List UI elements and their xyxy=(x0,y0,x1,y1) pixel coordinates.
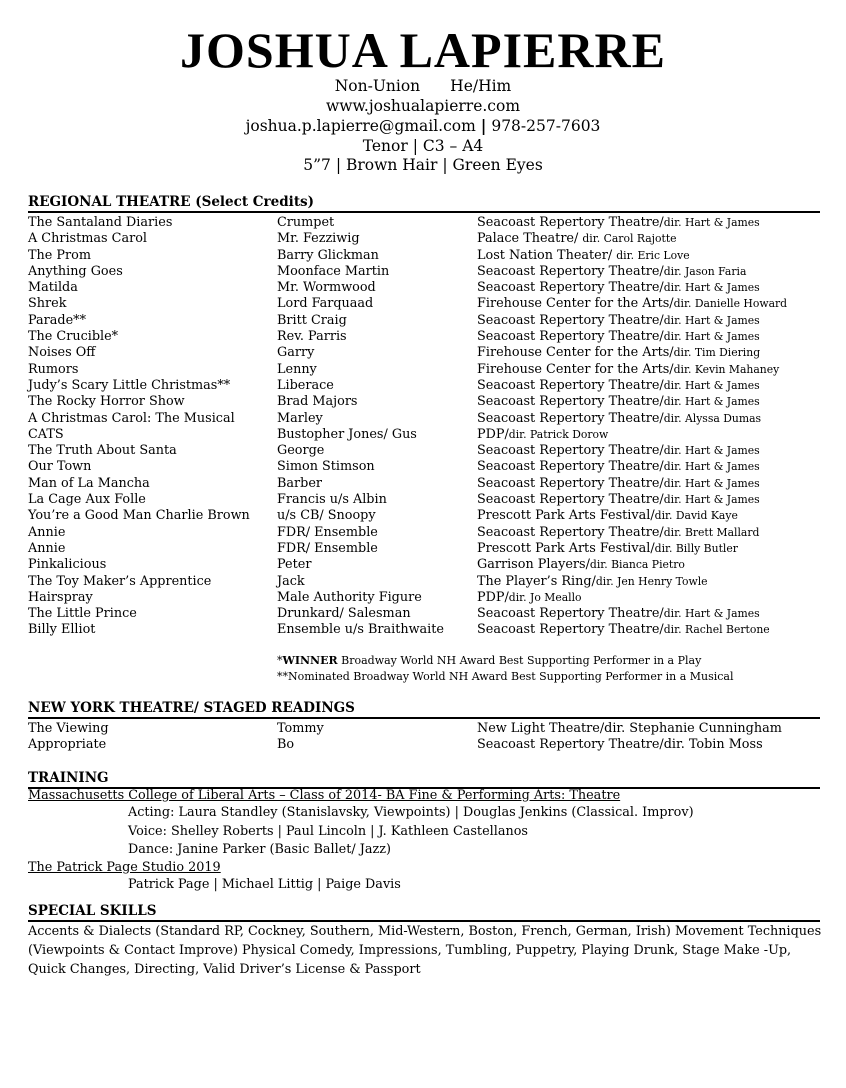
role-name: Lord Farquaad xyxy=(277,296,374,312)
winner-note: *WINNER Broadway World NH Award Best Supporting Performer in a Play xyxy=(277,654,702,667)
director-name: dir. Kevin Mahaney xyxy=(673,362,780,376)
credit-row xyxy=(28,264,820,280)
theatre-director xyxy=(477,215,760,231)
role-name: Simon Stimson xyxy=(277,459,375,475)
height: 5”7 xyxy=(303,156,331,174)
vocal-range: C3 – A4 xyxy=(422,136,484,155)
director-name: dir. Jen Henry Towle xyxy=(595,574,708,588)
role-name: Bo xyxy=(277,737,295,753)
theatre-name: Prescott Park Arts Festival/ xyxy=(477,540,655,556)
credit-row xyxy=(28,737,820,753)
theatre-director xyxy=(477,264,746,280)
credit-row xyxy=(28,248,820,264)
theatre-name: Lost Nation Theater/ xyxy=(477,247,617,263)
credit-row xyxy=(28,541,820,557)
director-name: dir. Hart & James xyxy=(663,313,760,327)
director-name: dir. Hart & James xyxy=(663,493,760,507)
show-title: The Toy Maker’s Apprentice xyxy=(28,573,212,589)
theatre-director xyxy=(477,721,782,737)
role-name: Bustopher Jones/ Gus xyxy=(277,426,417,442)
show-title: Parade** xyxy=(28,312,86,328)
theatre-name: Seacoast Repertory Theatre/ xyxy=(477,492,664,508)
phone-number: 978-257-7603 xyxy=(491,117,601,135)
voice-line xyxy=(0,137,846,157)
theatre-name: Firehouse Center for the Arts/ xyxy=(477,296,674,312)
theatre-name: Firehouse Center for the Arts/ xyxy=(477,345,674,361)
college-name: Massachusetts College of Liberal Arts – Class of 2014- BA Fine & Performing Arts: Theatre xyxy=(28,788,621,803)
email-phone-line xyxy=(0,116,846,137)
credit-row xyxy=(28,427,820,443)
theatre-name: Prescott Park Arts Festival/ xyxy=(477,508,655,524)
director-name: dir. Patrick Dorow xyxy=(508,427,609,441)
credit-row xyxy=(28,378,820,394)
appearance-line xyxy=(0,156,846,176)
theatre-name: PDP/ xyxy=(477,589,509,605)
director-name: dir. Jason Faria xyxy=(663,264,747,278)
role-name: FDR/ Ensemble xyxy=(277,540,378,556)
show-title: La Cage Aux Folle xyxy=(28,492,146,508)
theatre-director xyxy=(477,590,582,606)
training-block xyxy=(28,788,820,894)
theatre-name: Seacoast Repertory Theatre/ xyxy=(477,377,664,393)
separator: | xyxy=(412,136,418,155)
regional-theatre-heading: REGIONAL THEATRE (Select Credits) xyxy=(28,194,820,213)
show-title: Annie xyxy=(28,540,66,556)
theatre-director xyxy=(477,508,738,524)
show-title: The Rocky Horror Show xyxy=(28,394,185,410)
union-pronouns-line xyxy=(0,77,846,97)
credit-row xyxy=(28,590,820,606)
role-name: FDR/ Ensemble xyxy=(277,524,378,540)
theatre-name: Palace Theatre/ xyxy=(477,231,583,247)
role-name: Crumpet xyxy=(277,215,335,230)
credit-row xyxy=(28,459,820,475)
credit-row xyxy=(28,622,820,638)
role-name: u/s CB/ Snoopy xyxy=(277,508,376,524)
theatre-director xyxy=(477,574,708,590)
special-skills-heading: SPECIAL SKILLS xyxy=(28,903,820,922)
theatre-director xyxy=(477,296,787,312)
theatre-name: Seacoast Repertory Theatre/ xyxy=(477,263,664,279)
credit-row xyxy=(28,606,820,622)
theatre-name: Seacoast Repertory Theatre/ xyxy=(477,215,664,230)
role-name: Lenny xyxy=(277,361,317,377)
show-title: The Little Prince xyxy=(28,606,137,622)
role-name: Male Authority Figure xyxy=(277,589,422,605)
separator: | xyxy=(480,116,487,135)
voice-teachers: Voice: Shelley Roberts | Paul Lincoln | J. Kathleen Castellanos xyxy=(128,823,528,839)
director-name: dir. Brett Mallard xyxy=(663,525,760,539)
credit-row xyxy=(28,508,820,524)
regional-credits-table xyxy=(28,215,820,639)
credit-row xyxy=(28,721,820,737)
director-name: dir. David Kaye xyxy=(654,509,738,523)
separator: | xyxy=(335,156,342,174)
theatre-director xyxy=(477,541,738,557)
role-name: Rev. Parris xyxy=(277,329,347,345)
theatre-name: Seacoast Repertory Theatre/ xyxy=(477,524,664,540)
theatre-name: Firehouse Center for the Arts/ xyxy=(477,361,674,377)
show-title: The Santaland Diaries xyxy=(28,215,173,230)
role-name: Marley xyxy=(277,410,323,426)
role-name: Brad Majors xyxy=(277,394,358,410)
theatre-director xyxy=(477,394,760,410)
role-name: Tommy xyxy=(277,721,324,736)
theatre-director xyxy=(477,248,690,264)
special-skills-text: Accents & Dialects (Standard RP, Cockney, Southern, Mid-Western, Boston, French, German, Irish) Movement Techniques (Viewpoints & Contact Improve) Physical Comedy, Impressions, Tumbling, Puppetry, Playing Drunk, Stage Make -Up, Quick Changes, Directing, Valid Driver’s License & Passport xyxy=(28,924,822,977)
theatre-name: Seacoast Repertory Theatre/dir. Tobin Moss xyxy=(477,737,763,753)
theatre-director xyxy=(477,459,760,475)
director-name: dir. Hart & James xyxy=(663,444,760,458)
director-name: dir. Tim Diering xyxy=(673,346,761,360)
website-link[interactable]: www.joshualapierre.com xyxy=(325,96,521,115)
theatre-director xyxy=(477,362,779,378)
credit-row xyxy=(28,345,820,361)
director-name: dir. Hart & James xyxy=(663,460,760,474)
role-name: Barry Glickman xyxy=(277,247,379,263)
credit-row xyxy=(28,525,820,541)
director-name: dir. Bianca Pietro xyxy=(589,558,685,572)
theatre-name: PDP/ xyxy=(477,426,509,442)
director-name: dir. Hart & James xyxy=(663,281,760,295)
role-name: Peter xyxy=(277,557,312,573)
director-name: dir. Hart & James xyxy=(663,378,760,392)
credit-row xyxy=(28,492,820,508)
theatre-name: Seacoast Repertory Theatre/ xyxy=(477,622,664,638)
studio-teachers: Patrick Page | Michael Littig | Paige Davis xyxy=(128,876,401,892)
theatre-name: Seacoast Repertory Theatre/ xyxy=(477,606,664,622)
director-name: dir. Eric Love xyxy=(616,248,690,262)
role-name: Mr. Fezziwig xyxy=(277,231,360,247)
credit-row xyxy=(28,476,820,492)
director-name: dir. Hart & James xyxy=(663,607,760,621)
show-title: The Crucible* xyxy=(28,329,119,345)
theatre-director xyxy=(477,492,760,508)
role-name: Drunkard/ Salesman xyxy=(277,606,411,622)
director-name: dir. Hart & James xyxy=(663,216,760,229)
training-heading: TRAINING xyxy=(28,770,820,789)
website-line xyxy=(0,97,846,117)
theatre-name: Seacoast Repertory Theatre/ xyxy=(477,459,664,475)
theatre-name: Seacoast Repertory Theatre/ xyxy=(477,443,664,459)
role-name: George xyxy=(277,443,325,459)
dance-teachers: Dance: Janine Parker (Basic Ballet/ Jazz) xyxy=(128,842,391,857)
director-name: dir. Hart & James xyxy=(663,395,760,409)
theatre-name: Seacoast Repertory Theatre/ xyxy=(477,312,664,328)
theatre-director xyxy=(477,427,608,443)
director-name: dir. Danielle Howard xyxy=(673,297,788,311)
credit-row xyxy=(28,231,820,247)
credit-row xyxy=(28,215,820,231)
role-name: Francis u/s Albin xyxy=(277,492,387,508)
show-title: Pinkalicious xyxy=(28,557,107,573)
actor-name: JOSHUA LAPIERRE xyxy=(180,22,666,78)
show-title: Rumors xyxy=(28,361,79,377)
award-notes xyxy=(277,653,734,684)
theatre-name: Seacoast Repertory Theatre/ xyxy=(477,410,664,426)
credit-row xyxy=(28,574,820,590)
credit-row xyxy=(28,557,820,573)
theatre-director xyxy=(477,557,685,573)
show-title: A Christmas Carol xyxy=(28,231,147,247)
show-title: Annie xyxy=(28,524,66,540)
role-name: Garry xyxy=(277,345,315,361)
show-title: The Prom xyxy=(28,247,91,263)
show-title: Shrek xyxy=(28,296,67,312)
theatre-director xyxy=(477,280,760,296)
theatre-director xyxy=(477,737,763,753)
acting-teachers: Acting: Laura Standley (Stanislavsky, Viewpoints) | Douglas Jenkins (Classical. Improv) xyxy=(128,805,694,820)
theatre-name: New Light Theatre/dir. Stephanie Cunningham xyxy=(477,721,782,736)
director-name: dir. Hart & James xyxy=(663,476,760,490)
show-title: CATS xyxy=(28,426,64,442)
credit-row xyxy=(28,362,820,378)
credit-row xyxy=(28,296,820,312)
theatre-name: The Player’s Ring/ xyxy=(477,573,596,589)
credit-row xyxy=(28,313,820,329)
show-title: A Christmas Carol: The Musical xyxy=(28,410,235,426)
director-name: dir. Hart & James xyxy=(663,330,760,344)
director-name: dir. Rachel Bertone xyxy=(663,623,770,637)
show-title: The Viewing xyxy=(28,721,109,736)
theatre-director xyxy=(477,231,677,247)
show-title: Billy Elliot xyxy=(28,622,96,638)
new-york-credits-table xyxy=(28,721,820,754)
role-name: Jack xyxy=(277,573,305,589)
show-title: Hairspray xyxy=(28,589,93,605)
credit-row xyxy=(28,329,820,345)
show-title: Our Town xyxy=(28,459,92,475)
show-title: Man of La Mancha xyxy=(28,475,150,491)
theatre-director xyxy=(477,378,760,394)
show-title: The Truth About Santa xyxy=(28,443,177,459)
union-status: Non-Union xyxy=(334,77,421,95)
director-name: dir. Carol Rajotte xyxy=(582,232,677,246)
theatre-director xyxy=(477,313,760,329)
director-name: dir. Alyssa Dumas xyxy=(663,411,762,425)
separator: | xyxy=(442,156,448,174)
theatre-director xyxy=(477,411,761,427)
eye-color: Green Eyes xyxy=(452,156,543,174)
show-title: Appropriate xyxy=(28,737,107,753)
theatre-director xyxy=(477,443,760,459)
theatre-director xyxy=(477,476,760,492)
theatre-name: Seacoast Repertory Theatre/ xyxy=(477,280,664,296)
theatre-name: Garrison Players/ xyxy=(477,557,590,573)
nominated-note: **Nominated Broadway World NH Award Best Supporting Performer in a Musical xyxy=(277,669,734,683)
hair-color: Brown Hair xyxy=(345,156,438,174)
theatre-name: Seacoast Repertory Theatre/ xyxy=(477,475,664,491)
role-name: Mr. Wormwood xyxy=(277,280,376,296)
show-title: Noises Off xyxy=(28,345,96,361)
pronouns: He/Him xyxy=(450,77,512,95)
director-name: dir. Jo Meallo xyxy=(508,590,582,604)
role-name: Barber xyxy=(277,475,323,491)
credit-row xyxy=(28,443,820,459)
voice-type: Tenor xyxy=(362,136,408,155)
show-title: Anything Goes xyxy=(28,263,123,279)
theatre-director xyxy=(477,622,770,638)
show-title: You’re a Good Man Charlie Brown xyxy=(28,508,250,524)
new-york-theatre-heading: NEW YORK THEATRE/ STAGED READINGS xyxy=(28,700,820,719)
email-link[interactable]: joshua.p.lapierre@gmail.com xyxy=(245,117,476,135)
role-name: Ensemble u/s Braithwaite xyxy=(277,622,444,638)
role-name: Britt Craig xyxy=(277,312,347,328)
studio-name: The Patrick Page Studio 2019 xyxy=(28,859,221,875)
show-title: Judy’s Scary Little Christmas** xyxy=(28,377,231,393)
theatre-director xyxy=(477,606,760,622)
theatre-director xyxy=(477,525,759,541)
theatre-name: Seacoast Repertory Theatre/ xyxy=(477,329,664,345)
show-title: Matilda xyxy=(28,280,78,296)
credit-row xyxy=(28,280,820,296)
director-name: dir. Billy Butler xyxy=(654,541,738,555)
theatre-director xyxy=(477,345,760,361)
role-name: Liberace xyxy=(277,377,334,393)
credit-row xyxy=(28,411,820,427)
theatre-director xyxy=(477,329,760,345)
contact-block xyxy=(0,77,846,176)
theatre-name: Seacoast Repertory Theatre/ xyxy=(477,394,664,410)
credit-row xyxy=(28,394,820,410)
role-name: Moonface Martin xyxy=(277,263,390,279)
